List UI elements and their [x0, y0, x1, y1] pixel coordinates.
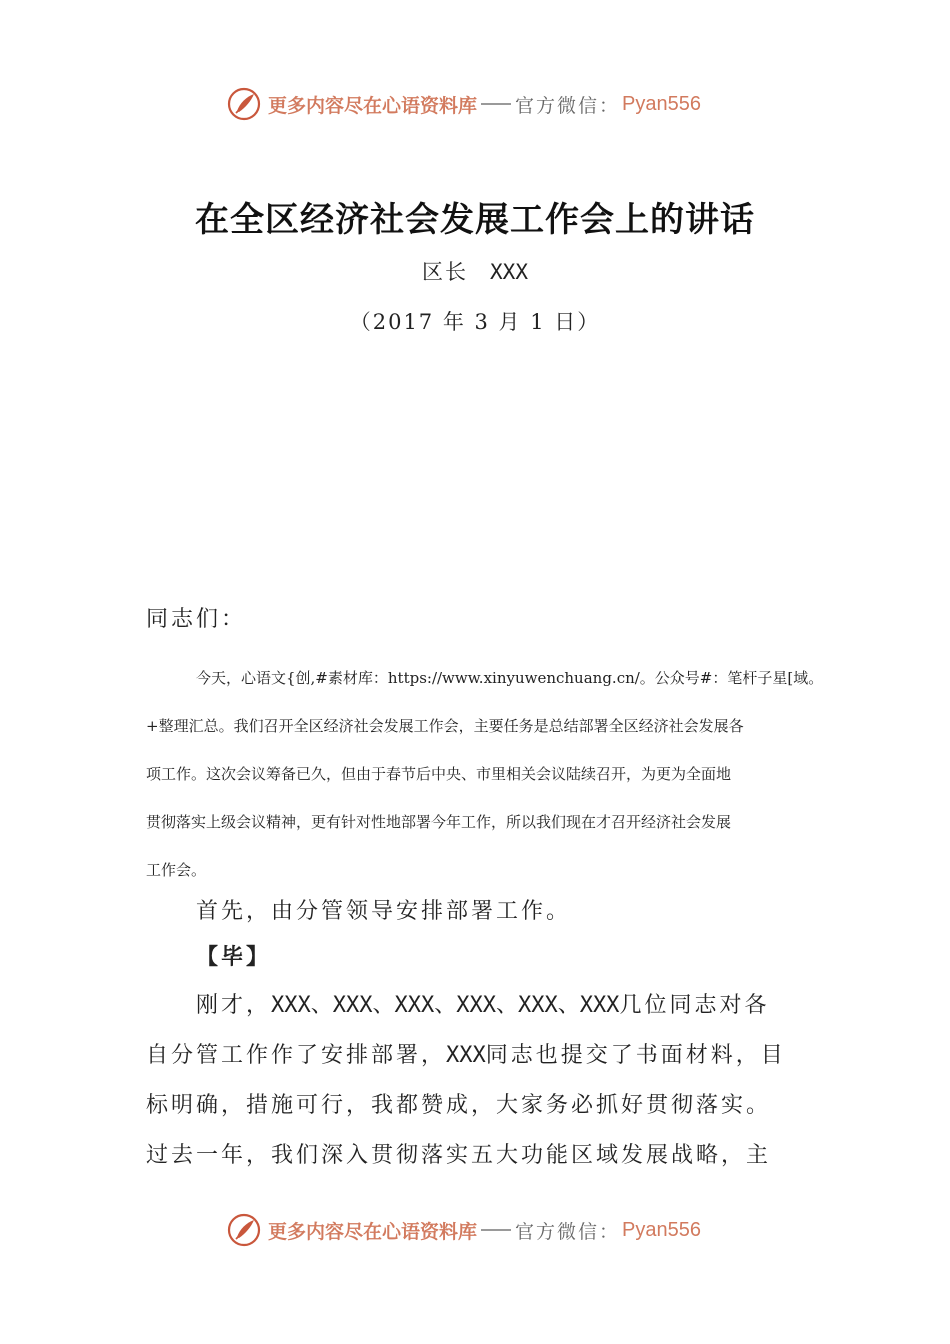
body-line-4 [146, 1038, 786, 1069]
speech-date: （2017 年 3 月 1 日） [349, 310, 601, 334]
intro-line: 贯彻落实上级会议精神，更有针对性地部署今年工作，所以我们现在才召开经济社会发展 [146, 813, 732, 831]
body-line-3 [196, 988, 769, 1019]
intro-paragraph [146, 654, 826, 894]
intro-line: 工作会。 [146, 861, 207, 879]
line3-names: XXX、XXX、XXX、XXX、XXX、XXX [271, 993, 620, 1018]
banner-wechat-label: 官方微信： [515, 94, 621, 117]
banner-main-text: 更多内容尽在心语资料库 [268, 1220, 478, 1243]
banner-wechat-label: 官方微信： [515, 1220, 621, 1243]
body-line-end-marker: 【毕】 [196, 944, 272, 970]
intro-line: 今天，心语文{创,#素材库：https://www.xinyuwenchuang.cn/。公众号#：笔杆子星[域。 [196, 669, 824, 687]
line3-suffix: 几位同志对各 [619, 993, 770, 1018]
salutation: 同志们： [146, 607, 247, 632]
author-line [0, 256, 950, 286]
banner-wechat-id: Pyan556 [622, 92, 701, 115]
quill-logo-icon [226, 86, 262, 122]
line4-suffix: 同志也提交了书面材料，目 [485, 1043, 786, 1068]
line4-name: XXX [446, 1043, 486, 1068]
quill-logo-icon [226, 1212, 262, 1248]
header-watermark-banner [226, 84, 701, 124]
line3-prefix: 刚才， [196, 993, 272, 1018]
banner-dash [481, 1229, 511, 1231]
author-role: 区长 [422, 260, 469, 284]
banner-dash [481, 103, 511, 105]
banner-main-text: 更多内容尽在心语资料库 [268, 94, 478, 117]
intro-line: +整理汇总。我们召开全区经济社会发展工作会，主要任务是总结部署全区经济社会发展各 [146, 717, 744, 735]
footer-watermark-banner [226, 1210, 701, 1250]
document-title: 在全区经济社会发展工作会上的讲话 [195, 200, 755, 240]
intro-line: 项工作。这次会议筹备已久，但由于春节后中央、市里相关会议陆续召开，为更为全面地 [146, 765, 732, 783]
banner-wechat-id: Pyan556 [622, 1218, 701, 1241]
author-name: XXX [490, 260, 528, 284]
body-line-6: 过去一年，我们深入贯彻落实五大功能区域发展战略，主 [146, 1143, 772, 1168]
body-line-5: 标明确，措施可行，我都赞成，大家务必抓好贯彻落实。 [146, 1093, 772, 1118]
body-line-first: 首先，由分管领导安排部署工作。 [196, 899, 572, 924]
line4-prefix: 自分管工作作了安排部署， [146, 1043, 447, 1068]
